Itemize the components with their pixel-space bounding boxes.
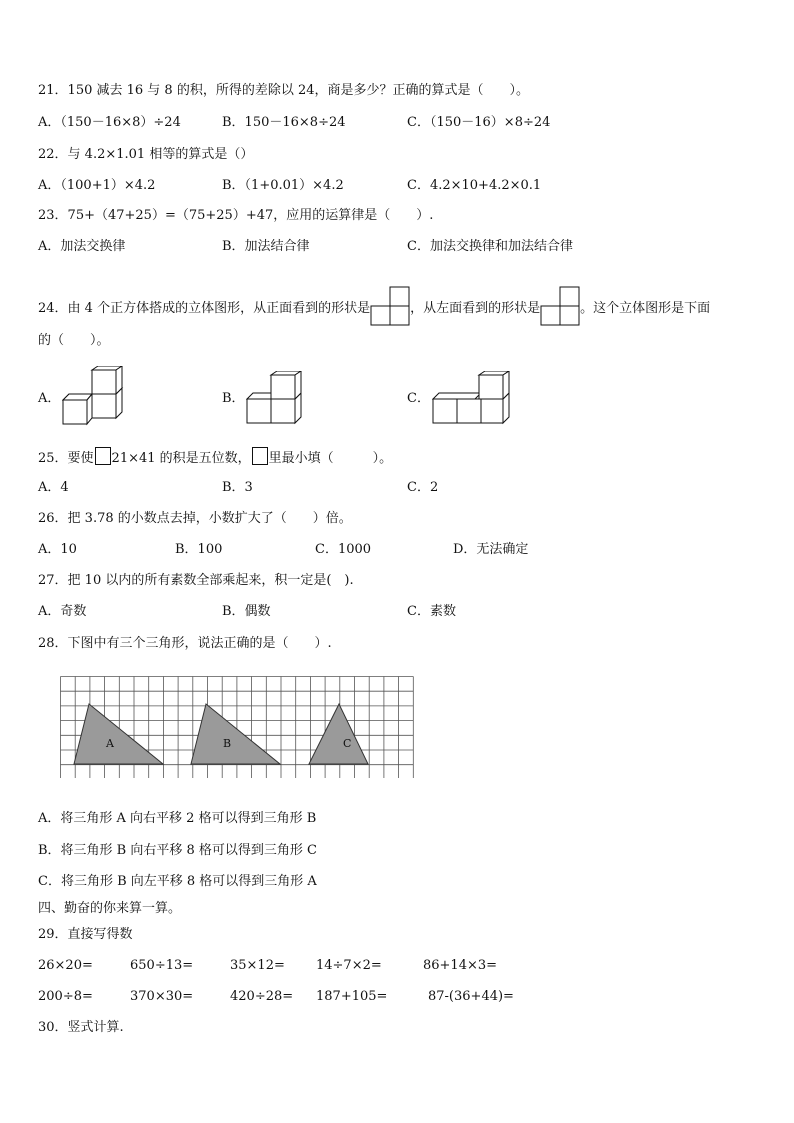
q24-stem	[38, 286, 710, 326]
left-view-icon	[540, 286, 580, 326]
calc-item: 200÷8=	[38, 989, 93, 1004]
calc-item: 14÷7×2=	[316, 958, 382, 973]
q22-option-a[interactable]: A．（100+1）×4.2	[38, 178, 156, 193]
calc-item: 86+14×3=	[423, 958, 498, 973]
blank-box	[252, 447, 268, 465]
q25-stem-part2: 21×41 的积是五位数，	[111, 451, 251, 466]
calc-item: 26×20=	[38, 958, 93, 973]
calc-item: 420÷28=	[230, 989, 294, 1004]
blank-box	[95, 447, 111, 465]
q24-stem-line2: 的（ ）。	[38, 333, 110, 348]
q21-stem: 21．150 减去 16 与 8 的积，所得的差除以 24，商是多少？正确的算式是（ ）。	[38, 83, 530, 98]
q28-option-a[interactable]: A．将三角形 A 向右平移 2 格可以得到三角形 B	[38, 811, 317, 826]
q22-option-b[interactable]: B．（1+0.01）×4.2	[222, 178, 344, 193]
q23-stem: 23．75+（47+25）=（75+25）+47，应用的运算律是（ ）.	[38, 208, 434, 223]
q26-stem: 26．把 3.78 的小数点去掉，小数扩大了（ ）倍。	[38, 511, 352, 526]
q27-option-b[interactable]: B．偶数	[222, 604, 271, 619]
q21-option-a[interactable]: A．（150－16×8）÷24	[38, 115, 181, 130]
q25-stem	[38, 447, 392, 468]
cube-figure-c	[432, 371, 510, 425]
q29-stem: 29．直接写得数	[38, 927, 133, 942]
calc-item: 35×12=	[230, 958, 285, 973]
q22-stem: 22．与 4.2×1.01 相等的算式是（）	[38, 147, 254, 162]
q27-option-c[interactable]: C．素数	[407, 604, 456, 619]
q21-option-b[interactable]: B．150－16×8÷24	[222, 115, 346, 130]
q24-option-a[interactable]: A．	[38, 391, 61, 406]
q21-option-c[interactable]: C．（150－16）×8÷24	[407, 115, 551, 130]
triangle-c	[309, 704, 368, 764]
q28-option-b[interactable]: B．将三角形 B 向右平移 8 格可以得到三角形 C	[38, 843, 317, 858]
q27-stem: 27．把 10 以内的所有素数全部乘起来，积一定是( ).	[38, 573, 354, 588]
q24-stem-part3: 。这个立体图形是下面	[580, 301, 711, 316]
q25-stem-part3: 里最小填（ ）。	[268, 451, 393, 466]
q28-stem: 28．下图中有三个三角形，说法正确的是（ ）.	[38, 636, 332, 651]
q22-option-c[interactable]: C．4.2×10+4.2×0.1	[407, 178, 542, 193]
calc-item: 87-(36+44)=	[428, 989, 514, 1004]
triangle-a	[74, 704, 163, 764]
triangle-b-label: B	[223, 737, 232, 750]
q30-stem: 30．竖式计算.	[38, 1020, 124, 1035]
cube-figure-b	[246, 371, 302, 425]
q26-option-a[interactable]: A．10	[38, 542, 77, 557]
q23-option-a[interactable]: A．加法交换律	[38, 239, 126, 254]
calc-item: 187+105=	[316, 989, 388, 1004]
cube-figure-a	[62, 366, 128, 426]
q25-option-c[interactable]: C．2	[407, 480, 439, 495]
q25-option-b[interactable]: B．3	[222, 480, 253, 495]
front-view-icon	[370, 286, 410, 326]
triangle-a-label: A	[106, 737, 114, 750]
q26-option-c[interactable]: C．1000	[315, 542, 372, 557]
q26-option-b[interactable]: B．100	[175, 542, 223, 557]
calc-item: 370×30=	[130, 989, 194, 1004]
triangle-grid-figure	[60, 676, 414, 778]
q24-option-b[interactable]: B．	[222, 391, 245, 406]
q27-option-a[interactable]: A．奇数	[38, 604, 87, 619]
q26-option-d[interactable]: D．无法确定	[453, 542, 529, 557]
q23-option-b[interactable]: B．加法结合律	[222, 239, 310, 254]
q25-option-a[interactable]: A．4	[38, 480, 69, 495]
q23-option-c[interactable]: C．加法交换律和加法结合律	[407, 239, 573, 254]
q25-stem-part1: 25．要使	[38, 451, 94, 466]
calc-item: 650÷13=	[130, 958, 194, 973]
q24-stem-part1: 24．由 4 个正方体搭成的立体图形，从正面看到的形状是	[38, 301, 371, 316]
q24-option-c[interactable]: C．	[407, 391, 430, 406]
q24-stem-part2: ，从左面看到的形状是	[410, 301, 541, 316]
triangle-c-label: C	[343, 737, 352, 750]
section-title: 四、勤奋的你来算一算。	[38, 901, 182, 916]
q28-option-c[interactable]: C．将三角形 B 向左平移 8 格可以得到三角形 A	[38, 874, 317, 889]
